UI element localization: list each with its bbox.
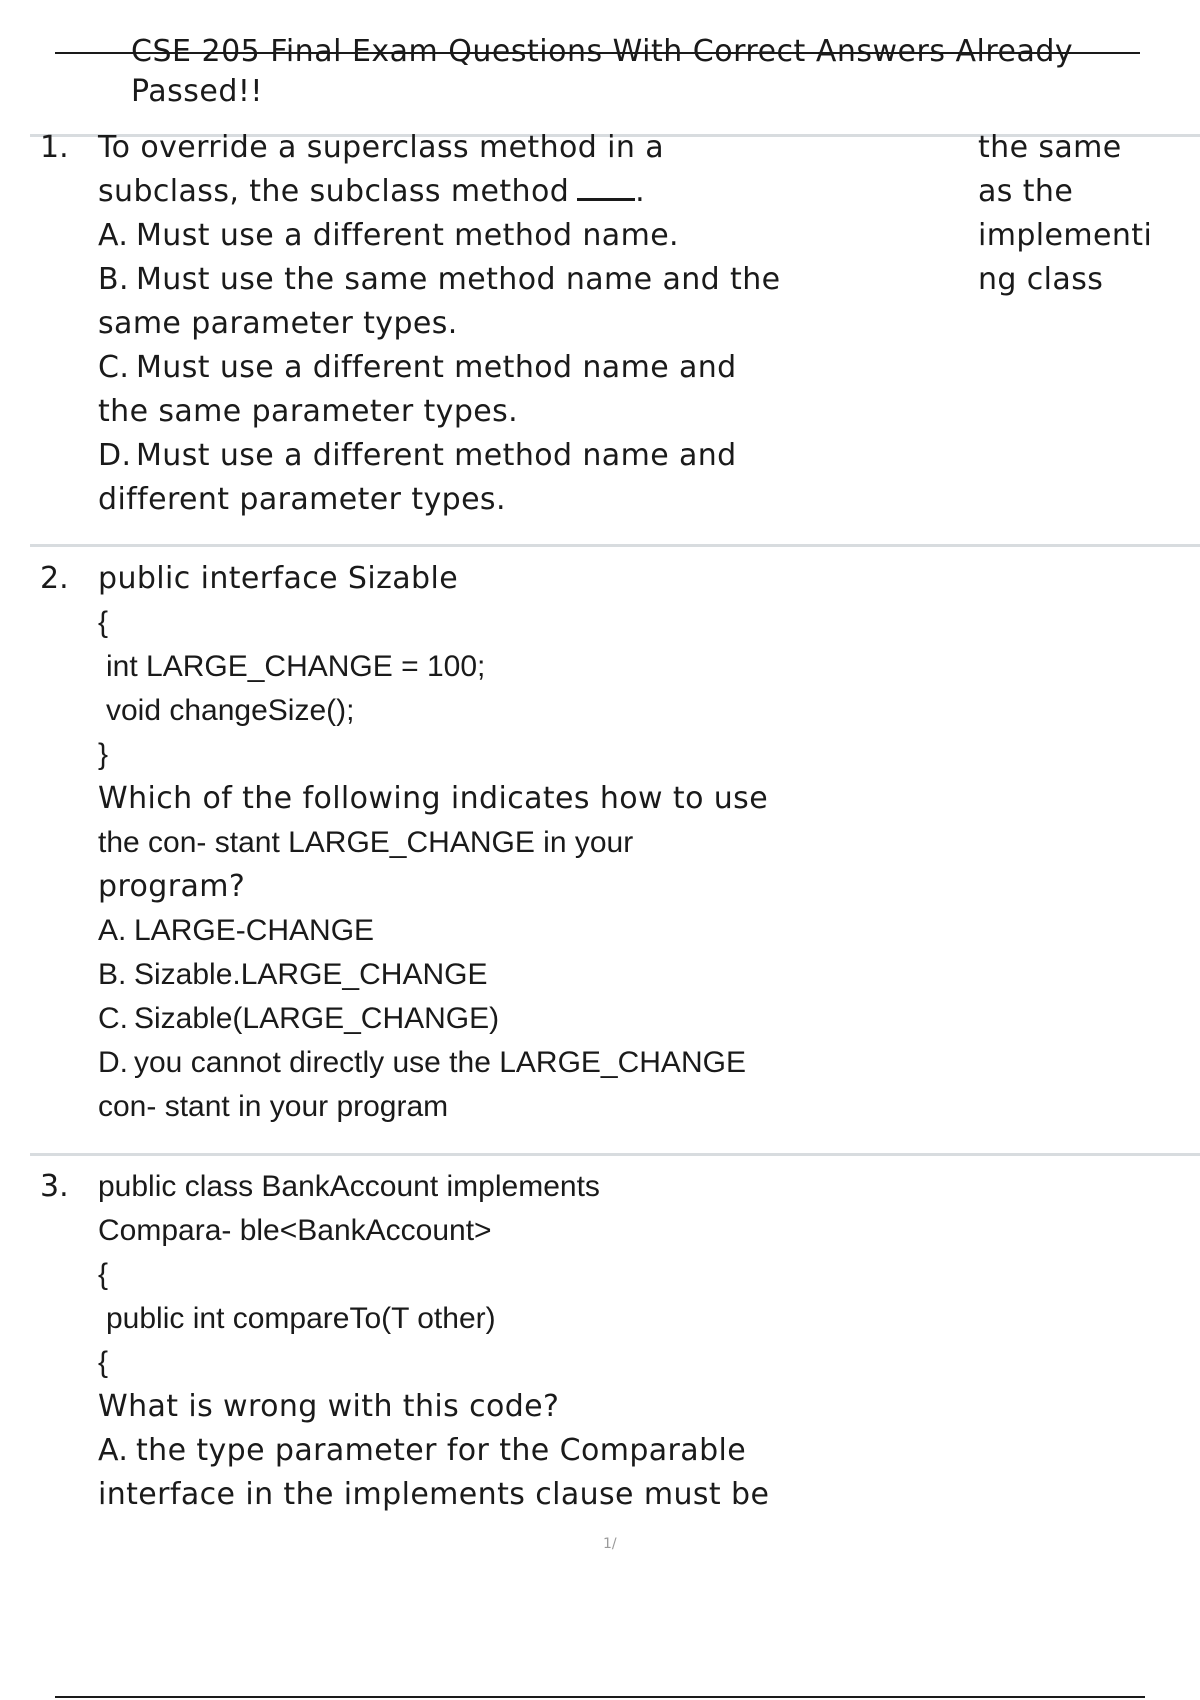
option-label: D. — [98, 438, 132, 473]
question-3 — [98, 1165, 769, 1517]
code-line: public int compareTo(T other) — [106, 1302, 496, 1335]
option-label: C. — [98, 350, 130, 385]
answer-line: ng class — [978, 262, 1104, 297]
code-line: { — [98, 1258, 109, 1291]
answer-line: implementi — [978, 218, 1153, 253]
question-number: 3. — [40, 1169, 69, 1204]
option — [98, 258, 780, 302]
code-line: void changeSize(); — [106, 694, 355, 727]
option-continuation: interface in the implements clause must be — [98, 1477, 770, 1512]
question-divider — [30, 1153, 1200, 1156]
option — [98, 1429, 769, 1473]
option — [98, 953, 768, 997]
question-stem-text: subclass, the subclass method — [98, 174, 570, 209]
question-prompt: Which of the following indicates how to use — [98, 781, 769, 816]
option-continuation: the same parameter types. — [98, 394, 519, 429]
question-stem-line — [98, 170, 780, 214]
option-text: Must use the same method name and the — [136, 262, 781, 297]
option-text: Sizable.LARGE_CHANGE — [134, 958, 488, 991]
option — [98, 434, 780, 478]
code-line: int LARGE_CHANGE = 100; — [106, 650, 486, 683]
question-divider — [30, 544, 1200, 547]
page-title — [131, 32, 1141, 112]
question-prompt: What is wrong with this code? — [98, 1389, 560, 1424]
option-label: A. — [98, 914, 127, 947]
code-line: { — [98, 606, 109, 639]
question-2 — [98, 557, 768, 1129]
option-label: B. — [98, 262, 129, 297]
question-prompt: program? — [98, 869, 246, 904]
option-text: Must use a different method name and — [136, 350, 737, 385]
option — [98, 997, 768, 1041]
option-continuation: same parameter types. — [98, 306, 458, 341]
option-label: C. — [98, 1002, 128, 1035]
title-line-1: CSE 205 Final Exam Questions With Correct Answers Already — [131, 34, 1074, 69]
question-number: 1. — [40, 130, 69, 165]
option-text: you cannot directly use the LARGE_CHANGE — [134, 1046, 746, 1079]
code-line: { — [98, 1346, 109, 1379]
question-stem: public interface Sizable — [98, 561, 459, 596]
option-label: D. — [98, 1046, 128, 1079]
question-1 — [98, 126, 780, 522]
answer-blank — [577, 176, 635, 201]
option-text: Sizable(LARGE_CHANGE) — [134, 1002, 500, 1035]
option-text: Must use a different method name and — [136, 438, 737, 473]
option-label: B. — [98, 958, 127, 991]
question-stem-period: . — [635, 174, 646, 209]
question-stem: public class BankAccount implements — [98, 1170, 600, 1203]
option — [98, 1041, 768, 1085]
option — [98, 909, 768, 953]
option-label: A. — [98, 1433, 129, 1468]
answer-line: the same — [978, 130, 1122, 165]
answer-line: as the — [978, 174, 1074, 209]
question-stem: To override a superclass method in a — [98, 130, 665, 165]
option-continuation: different parameter types. — [98, 482, 506, 517]
title-line-2: Passed!! — [131, 74, 263, 109]
code-line: } — [98, 738, 109, 771]
option — [98, 346, 780, 390]
question-number: 2. — [40, 561, 69, 596]
question-prompt: the con- stant LARGE_CHANGE in your — [98, 826, 634, 859]
option-continuation: con- stant in your program — [98, 1090, 449, 1123]
bottom-rule — [55, 1696, 1145, 1698]
option-text: the type parameter for the Comparable — [136, 1433, 747, 1468]
page-number: 1/ — [603, 1536, 617, 1552]
option — [98, 214, 780, 258]
option-text: Must use a different method name. — [136, 218, 679, 253]
option-label: A. — [98, 218, 129, 253]
question-stem: Compara- ble<BankAccount> — [98, 1214, 492, 1247]
correct-answer — [978, 126, 1152, 302]
option-text: LARGE-CHANGE — [134, 914, 375, 947]
